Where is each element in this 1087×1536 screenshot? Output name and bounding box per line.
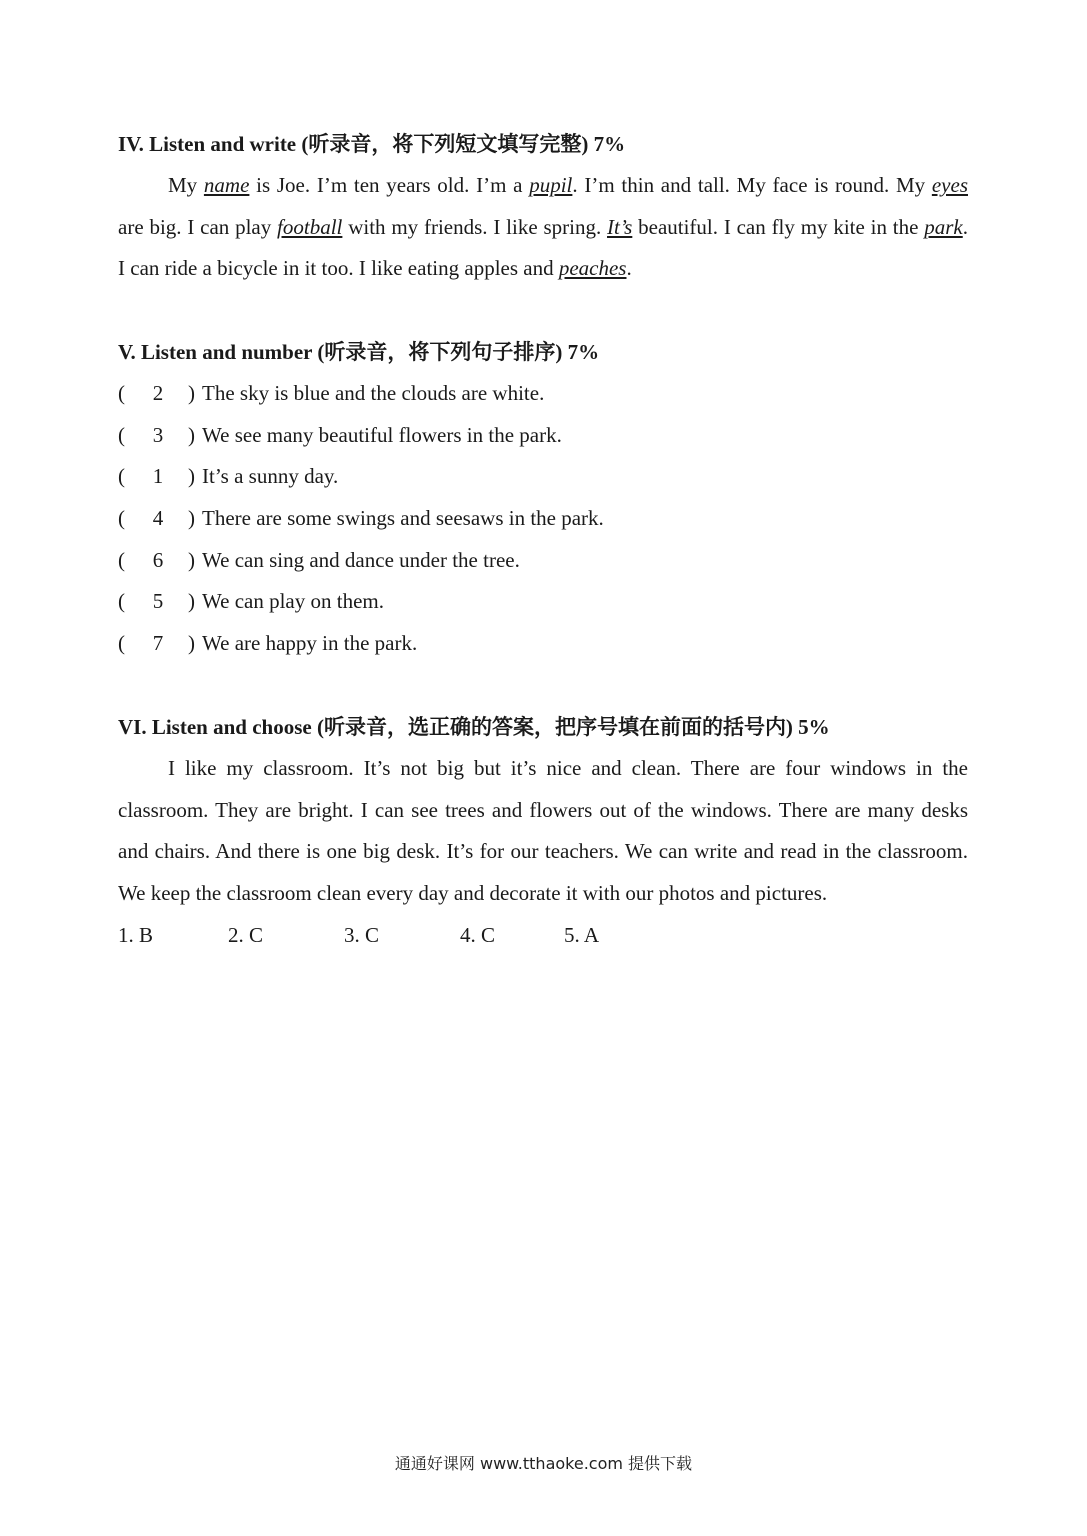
answer-3: 3. C xyxy=(344,922,380,947)
order-number: 6 xyxy=(152,547,164,572)
answer-5: 5. A xyxy=(564,922,600,947)
answer-1: 1. B xyxy=(118,922,154,947)
filled-blank: football xyxy=(277,214,343,239)
section-listen-and-number xyxy=(118,338,968,665)
filled-blank: park xyxy=(924,214,963,239)
paragraph-text: . xyxy=(626,256,632,281)
section-4-paragraph xyxy=(118,165,968,290)
open-paren: ( xyxy=(118,464,125,489)
section-6-paragraph: I like my classroom. It’s not big but it’s nice and clean. There are four windows in the classroom. They are bright. I can see trees and flowers out of the windows. There are many desks and chairs. And there is one big desk. It’s for our teachers. We can write and read in the classroom. We keep the classroom clean every day and decorate it with our photos and pictures. xyxy=(118,756,968,906)
close-paren: ) xyxy=(188,631,195,656)
order-sentence: We are happy in the park. xyxy=(202,631,418,656)
close-paren: ) xyxy=(188,589,195,614)
section-4-heading: IV. Listen and write (听录音，将下列短文填写完整) 7% xyxy=(118,132,626,156)
ordering-list xyxy=(118,373,968,665)
filled-blank: It’s xyxy=(607,214,633,239)
order-number: 1 xyxy=(152,464,164,489)
close-paren: ) xyxy=(188,464,195,489)
paragraph-text: My xyxy=(168,173,204,197)
open-paren: ( xyxy=(118,381,125,405)
order-sentence: It’s a sunny day. xyxy=(202,464,339,489)
page-footer: 通通好课网 www.tthaoke.com 提供下载 xyxy=(394,1454,693,1473)
order-item xyxy=(118,456,968,498)
order-number: 3 xyxy=(152,422,164,447)
paragraph-text: is Joe. I’m ten years old. I’m a xyxy=(249,173,530,197)
section-listen-and-choose xyxy=(118,713,968,957)
paragraph-text: . I’m thin and tall. My face is round. My xyxy=(572,173,932,197)
filled-blank: name xyxy=(203,173,250,197)
order-number: 4 xyxy=(152,506,164,531)
order-item xyxy=(118,498,968,540)
paragraph-text: beautiful. I can fly my kite in the xyxy=(632,214,925,239)
order-sentence: The sky is blue and the clouds are white. xyxy=(202,381,545,405)
order-item xyxy=(118,581,968,623)
filled-blank: pupil xyxy=(529,173,573,197)
order-item xyxy=(118,415,968,457)
section-5-heading: V. Listen and number (听录音，将下列句子排序) 7% xyxy=(118,340,600,364)
open-paren: ( xyxy=(118,547,125,572)
paragraph-text: are big. I can play xyxy=(118,214,278,239)
open-paren: ( xyxy=(118,422,125,447)
section-6-heading: VI. Listen and choose (听录音，选正确的答案，把序号填在前面的括号内) 5% xyxy=(118,715,830,739)
open-paren: ( xyxy=(118,589,125,614)
order-sentence: We can play on them. xyxy=(202,589,384,614)
paragraph-text: with my friends. I like spring. xyxy=(342,214,608,239)
order-sentence: We see many beautiful flowers in the park. xyxy=(202,422,562,447)
order-item xyxy=(118,623,968,665)
answer-2: 2. C xyxy=(228,922,264,947)
open-paren: ( xyxy=(118,506,125,531)
order-number: 5 xyxy=(152,589,164,614)
close-paren: ) xyxy=(188,381,195,405)
paragraph-text: . I can ride a bicycle in it too. I like eating apples and xyxy=(118,214,968,281)
answer-key xyxy=(118,915,968,957)
close-paren: ) xyxy=(188,422,195,447)
filled-blank: peaches xyxy=(558,256,627,281)
order-number: 7 xyxy=(152,631,164,656)
answer-4: 4. C xyxy=(460,922,496,947)
filled-blank: eyes xyxy=(931,173,968,197)
close-paren: ) xyxy=(188,547,195,572)
order-sentence: There are some swings and seesaws in the park. xyxy=(202,506,604,531)
order-item xyxy=(118,540,968,582)
section-listen-and-write xyxy=(118,130,968,290)
order-item xyxy=(118,373,968,415)
order-number: 2 xyxy=(152,381,164,405)
order-sentence: We can sing and dance under the tree. xyxy=(202,547,520,572)
open-paren: ( xyxy=(118,631,125,656)
close-paren: ) xyxy=(188,506,195,531)
